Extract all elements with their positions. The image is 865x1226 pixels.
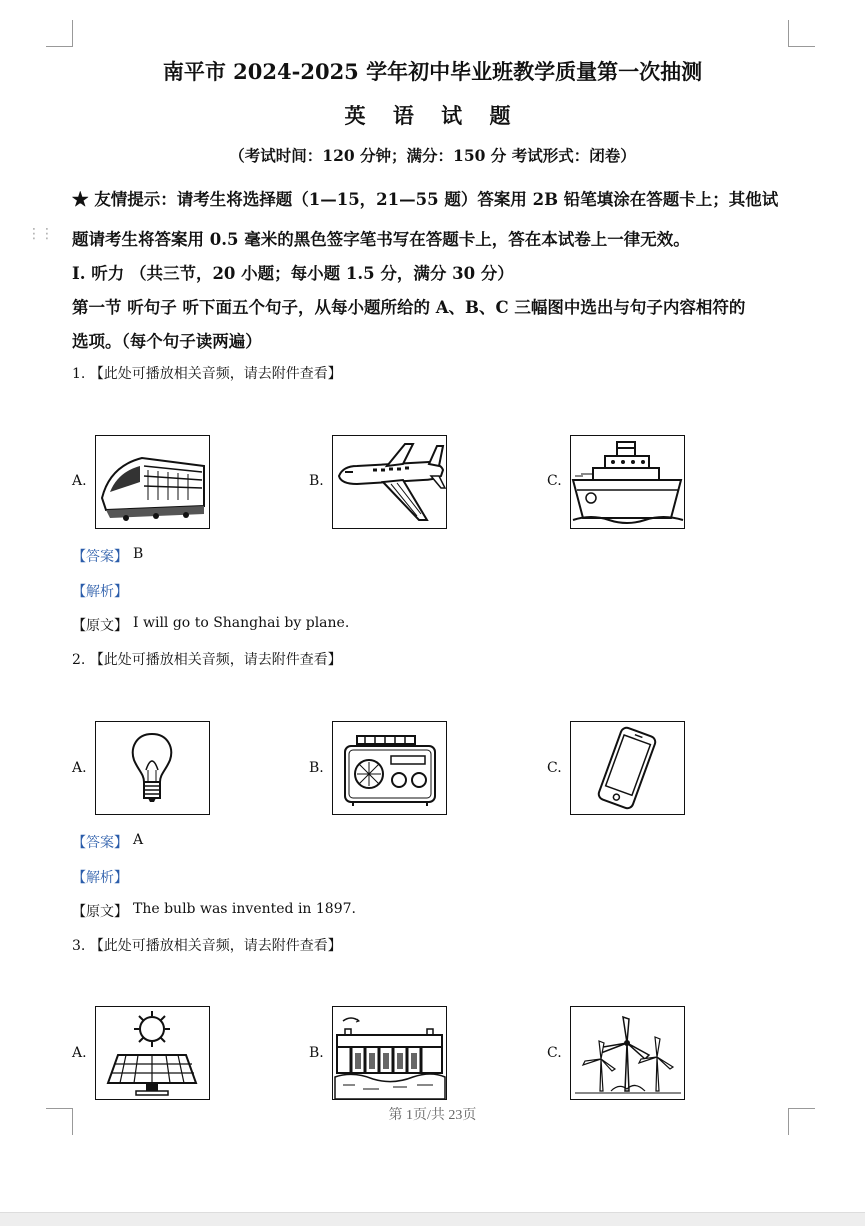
answer-value: B bbox=[133, 546, 144, 562]
option-label: C. bbox=[547, 760, 562, 776]
option-label: B. bbox=[309, 760, 324, 776]
option-label: A. bbox=[72, 760, 87, 776]
answer-label: 【答案】 bbox=[72, 549, 128, 565]
option-label: A. bbox=[72, 1045, 87, 1061]
original-text: I will go to Shanghai by plane. bbox=[133, 615, 350, 631]
section-heading: I. 听力 （共三节，20 小题；每小题 1.5 分，满分 30 分） bbox=[72, 264, 514, 283]
radio-icon bbox=[333, 722, 446, 814]
solar-panel-icon bbox=[96, 1007, 209, 1099]
part1-instruction-line-1: 第一节 听句子 听下面五个句子，从每小题所给的 A、B、C 三幅图中选出与句子内容相符的 bbox=[72, 298, 746, 317]
option-label: C. bbox=[547, 473, 562, 489]
mobile-phone-icon bbox=[571, 722, 684, 814]
option-label: B. bbox=[309, 473, 324, 489]
option-3a-image[interactable] bbox=[95, 1006, 210, 1100]
train-icon bbox=[96, 436, 209, 528]
exam-info: （考试时间：120 分钟；满分：150 分 考试形式：闭卷） bbox=[229, 146, 636, 165]
hydro-dam-icon bbox=[333, 1007, 446, 1099]
notice-line-2: 题请考生将答案用 0.5 毫米的黑色签字笔书写在答题卡上，答在本试卷上一律无效。 bbox=[72, 230, 690, 249]
option-2a-image[interactable] bbox=[95, 721, 210, 815]
exam-title: 南平市 2024-2025 学年初中毕业班教学质量第一次抽测 bbox=[162, 59, 703, 84]
page-corner-mark bbox=[788, 20, 815, 47]
option-1c-image[interactable] bbox=[570, 435, 685, 529]
ship-icon bbox=[571, 436, 684, 528]
analysis-label: 【解析】 bbox=[72, 584, 128, 600]
question-1-prompt[interactable]: 1. 【此处可播放相关音频，请去附件查看】 bbox=[72, 366, 342, 382]
option-1a-image[interactable] bbox=[95, 435, 210, 529]
original-label: 【原文】 bbox=[72, 904, 128, 920]
question-2-prompt[interactable]: 2. 【此处可播放相关音频，请去附件查看】 bbox=[72, 652, 342, 668]
original-text: The bulb was invented in 1897. bbox=[133, 901, 356, 917]
analysis-label: 【解析】 bbox=[72, 870, 128, 886]
option-3b-image[interactable] bbox=[332, 1006, 447, 1100]
option-label: C. bbox=[547, 1045, 562, 1061]
window-bottom-bar bbox=[0, 1212, 865, 1226]
light-bulb-icon bbox=[96, 722, 209, 814]
original-label: 【原文】 bbox=[72, 618, 128, 634]
page-number: 第 1页/共 23页 bbox=[388, 1108, 477, 1123]
option-label: B. bbox=[309, 1045, 324, 1061]
notice-line-1: ★ 友情提示：请考生将选择题（1—15，21—55 题）答案用 2B 铅笔填涂在答题卡上；其他试 bbox=[72, 190, 779, 209]
question-3-prompt[interactable]: 3. 【此处可播放相关音频，请去附件查看】 bbox=[72, 938, 342, 954]
wind-turbine-icon bbox=[571, 1007, 684, 1099]
option-label: A. bbox=[72, 473, 87, 489]
option-1b-image[interactable] bbox=[332, 435, 447, 529]
drag-handle-icon[interactable]: ⋮⋮ bbox=[27, 226, 53, 242]
option-2b-image[interactable] bbox=[332, 721, 447, 815]
part1-instruction-line-2: 选项。（每个句子读两遍） bbox=[72, 332, 262, 351]
page-corner-mark bbox=[46, 20, 73, 47]
airplane-icon bbox=[333, 436, 446, 528]
exam-subtitle: 英 语 试 题 bbox=[344, 103, 521, 128]
option-2c-image[interactable] bbox=[570, 721, 685, 815]
option-3c-image[interactable] bbox=[570, 1006, 685, 1100]
answer-value: A bbox=[133, 832, 144, 848]
answer-label: 【答案】 bbox=[72, 835, 128, 851]
